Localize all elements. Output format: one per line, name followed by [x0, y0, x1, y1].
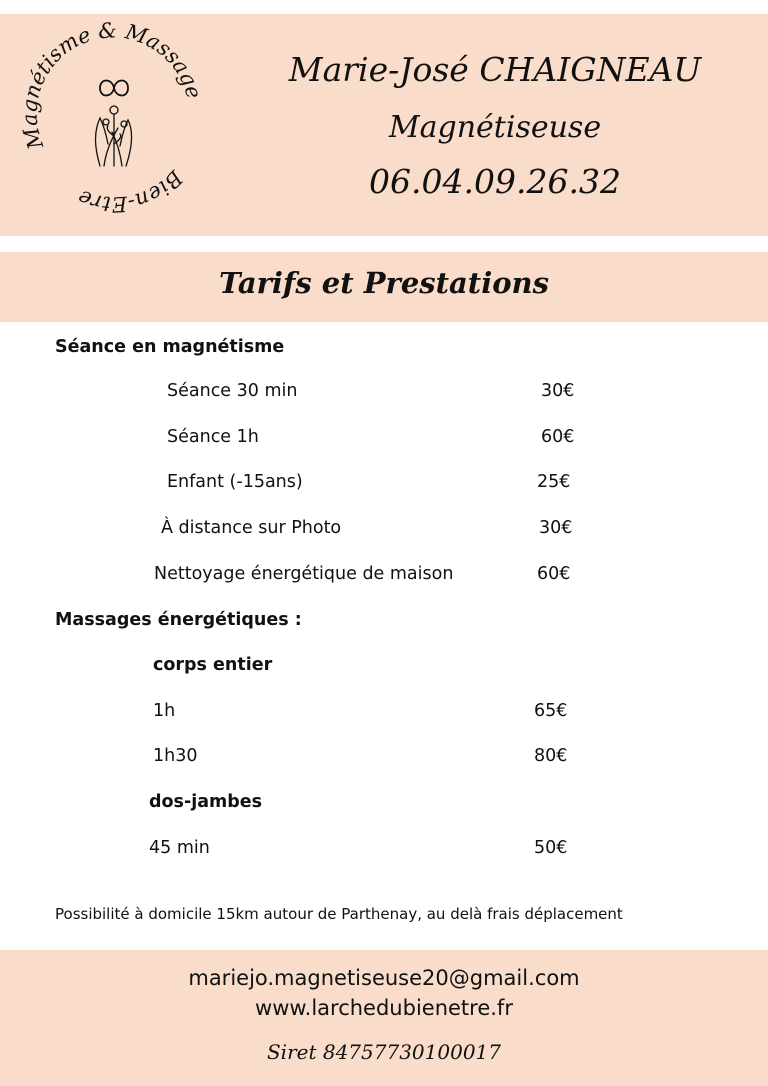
logo-graphic	[14, 16, 214, 216]
website-link[interactable]: www.larchedubienetre.fr	[255, 996, 513, 1020]
logo	[14, 16, 214, 216]
price-item-label: À distance sur Photo	[161, 518, 342, 538]
contact-email[interactable]: mariejo.magnetiseuse20@gmail.com	[188, 966, 580, 990]
travel-note: Possibilité à domicile 15km autour de Parthenay, au delà frais déplacement	[55, 905, 623, 923]
price-item-value: 80€	[534, 746, 568, 766]
owner-phone: 06.04.09.26.32	[369, 162, 621, 201]
price-item-label: Nettoyage énergétique de maison	[154, 564, 454, 584]
price-item-label: 45 min	[149, 838, 210, 858]
price-item-label: 1h30	[153, 746, 198, 766]
price-item-value: 25€	[537, 472, 571, 492]
price-item-label: Enfant (-15ans)	[167, 472, 303, 492]
price-item-value: 30€	[539, 518, 573, 538]
price-item-label: Séance 30 min	[167, 381, 298, 401]
owner-title: Magnétiseuse	[388, 110, 602, 145]
section-title: Tarifs et Prestations	[219, 266, 549, 300]
massages-heading: Massages énergétiques :	[55, 610, 302, 630]
logo-bottom-text: Bien-Etre	[74, 165, 188, 216]
price-item-value: 50€	[534, 838, 568, 858]
price-item-value: 30€	[541, 381, 575, 401]
price-item-value: 65€	[534, 701, 568, 721]
price-item-label: 1h	[153, 701, 176, 721]
magnetisme-heading: Séance en magnétisme	[55, 337, 285, 357]
infinity-icon	[100, 81, 128, 96]
price-item-label: Séance 1h	[167, 427, 259, 447]
price-item-value: 60€	[541, 427, 575, 447]
logo-top-text: Magnétisme & Massage	[17, 18, 207, 153]
hands-flower-icon	[96, 106, 132, 166]
owner-name: Marie-José CHAIGNEAU	[288, 50, 702, 89]
dos-jambes-heading: dos-jambes	[149, 792, 263, 812]
price-item-value: 60€	[537, 564, 571, 584]
siret-number: Siret 84757730100017	[266, 1040, 502, 1064]
corps-entier-heading: corps entier	[153, 655, 273, 675]
